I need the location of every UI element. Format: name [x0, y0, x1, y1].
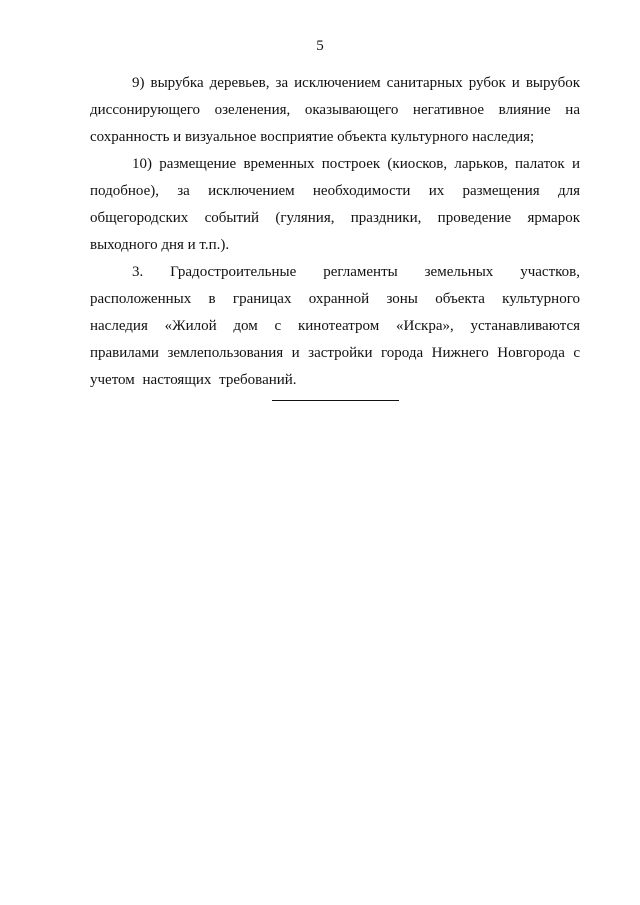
paragraph-item-9: 9) вырубка деревьев, за исключением санитарных рубок и вырубок диссонирующего озеленения, оказывающего негативное влияние на сохранность и визуальное восприятие объекта культурного наследия;: [90, 75, 580, 145]
page-number: 5: [316, 38, 324, 54]
paragraph-item-10: 10) размещение временных построек (киосков, ларьков, палаток и подобное), за исключением необходимости их размещения для общегородских событий (гуляния, праздники, проведение ярмарок выходного дня и т.п.).: [90, 156, 580, 253]
end-divider-line: [272, 400, 399, 401]
document-body: [90, 70, 580, 394]
paragraph-section-3: 3. Градостроительные регламенты земельных участков, расположенных в границах охранной зоны объекта культурного наследия «Жилой дом с кинотеатром «Искра», устанавливаются правилами землепользования и застройки города Нижнего Новгорода с учетом настоящих требований.: [90, 264, 580, 388]
